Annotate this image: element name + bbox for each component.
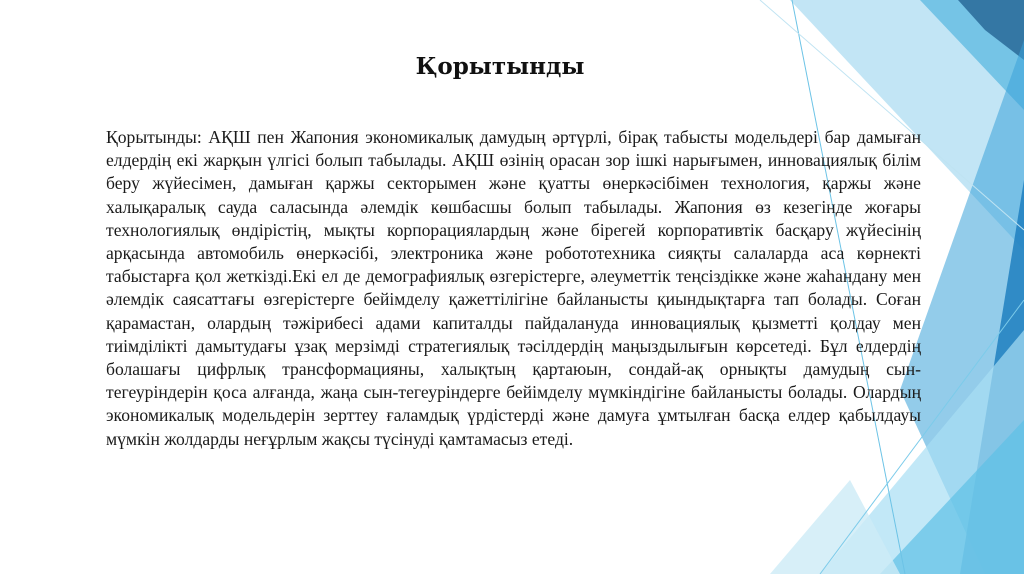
slide-title: Қорытынды xyxy=(415,53,585,80)
slide-body-text: Қорытынды: АҚШ пен Жапония экономикалық дамудың әртүрлі, бірақ табысты модельдері бар дамыған елдердің екі жарқын үлгісі болып табылады. АҚШ өзінің орасан зор ішкі нарығымен, инновациялық білім беру жүйесімен, дамыған қаржы секторымен және қуатты өнеркәсібімен технология, қаржы және халықаралық сауда саласында әлемдік көшбасшы болып табылады. Жапония өз кезегінде жоғары технологиялық өндірістің, мықты корпорациялардың және бірегей корпоративтік басқару жүйесінің арқасында автомобиль өнеркәсібі, электроника және робототехника сияқты салаларда аса көрнекті табыстарға қол жеткізді.Екі ел де демографиялық өзгерістерге, әлеуметтік теңсіздікке және жаһандану мен әлемдік саясаттағы өзгерістерге бейімделу қажеттілігіне байланысты қиындықтарға тап болады. Соған қарамастан, олардың тәжірибесі адами капиталды пайдалануда инновациялық қызметті қолдау мен тиімділікті дамытудағы ұзақ мерзімді стратегиялық тәсілдердің маңыздылығын көрсетеді. Бұл елдердің болашағы цифрлық трансформацияны, халықтың қартаюын, сондай-ақ орнықты дамудың сын-тегеуріндерін қоса алғанда, жаңа сын-тегеуріндерге бейімделу мүмкіндігіне байланысты болады. Олардың экономикалық модельдерін зерттеу ғаламдық үрдістерді және дамуға ұмтылған басқа елдер қабылдауы мүмкін жолдарды неғұрлым жақсы түсінуді қамтамасыз етеді. xyxy=(106,127,921,449)
